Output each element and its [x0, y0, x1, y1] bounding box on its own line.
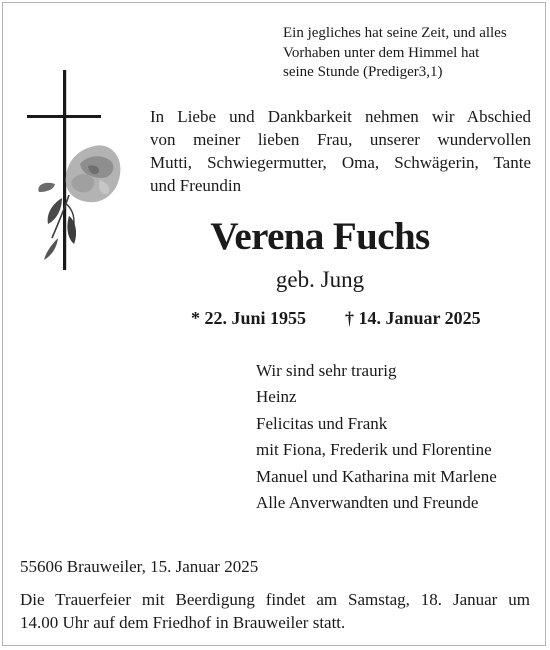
- mourner-line: mit Fiona, Frederik und Florentine: [256, 440, 492, 460]
- farewell-line: Mutti, Schwiegermutter, Oma, Schwägerin, Tante: [150, 153, 531, 172]
- farewell-line: und Freundin: [150, 176, 242, 195]
- maiden-name: geb. Jung: [275, 267, 365, 292]
- funeral-info-line: Die Trauerfeier mit Beerdigung findet am Samstag, 18. Januar um: [20, 590, 530, 609]
- mourner-line: Wir sind sehr traurig: [256, 361, 397, 380]
- mourner-line: Heinz: [256, 387, 297, 407]
- farewell-text: [150, 105, 531, 197]
- death-date: † 14. Januar 2025: [345, 308, 481, 328]
- farewell-line: In Liebe und Dankbarkeit nehmen wir Abschied: [150, 107, 531, 126]
- verse-line: Vorhaben unter dem Himmel hat: [283, 44, 480, 61]
- place-and-date: 55606 Brauweiler, 15. Januar 2025: [20, 557, 259, 576]
- birth-date: * 22. Juni 1955: [191, 308, 307, 328]
- verse-line: Ein jegliches hat seine Zeit, und alles: [283, 25, 507, 41]
- mourner-line: Felicitas und Frank: [256, 413, 388, 433]
- mourner-line: Manuel und Katharina mit Marlene: [256, 466, 497, 486]
- mourner-line: Alle Anverwandten und Freunde: [256, 493, 479, 513]
- farewell-line: von meiner lieben Frau, unserer wundervollen: [150, 130, 531, 149]
- mourners-list: [256, 358, 541, 516]
- verse-line: seine Stunde (Prediger3,1): [283, 64, 443, 80]
- deceased-name: Verena Fuchs: [210, 215, 430, 258]
- cross-with-rose-emblem: [22, 68, 122, 274]
- funeral-info-line: 14.00 Uhr auf dem Friedhof in Brauweiler statt.: [20, 613, 346, 632]
- funeral-info: [20, 588, 530, 634]
- rose-icon: [38, 145, 120, 260]
- bible-verse: [283, 24, 538, 83]
